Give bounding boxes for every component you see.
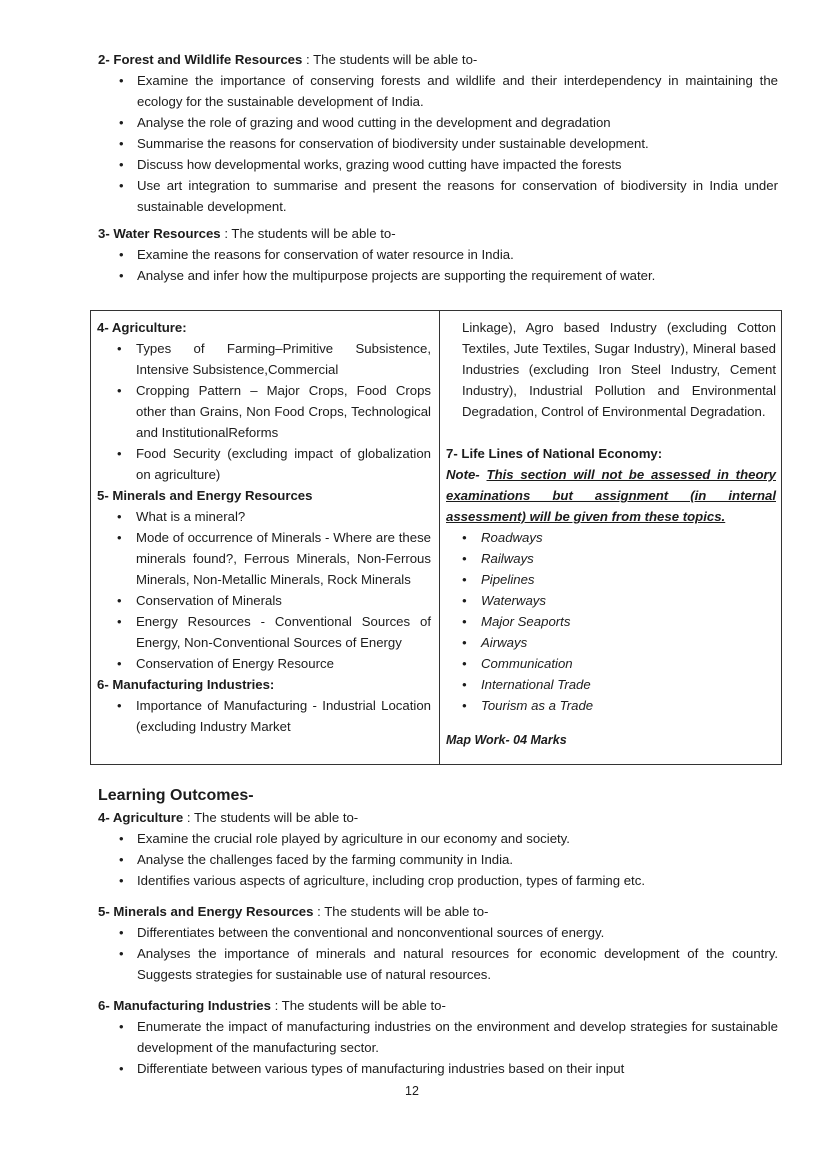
list-item: • What is a mineral?	[97, 506, 431, 527]
agriculture-heading: 4- Agriculture:	[97, 320, 187, 335]
outcomes-manufacturing-list	[98, 1016, 778, 1079]
list-item: • Roadways	[446, 527, 776, 548]
list-item: • Tourism as a Trade	[446, 695, 776, 716]
list-item: • Use art integration to summarise and present the reasons for conservation of biodiversity in India under sustainable development.	[98, 175, 778, 217]
outcomes-agriculture-heading: 4- Agriculture : The students will be able to-	[98, 810, 359, 825]
minerals-heading: 5- Minerals and Energy Resources	[97, 488, 313, 503]
learning-outcomes-title: Learning Outcomes-	[98, 787, 254, 804]
table-left-column	[97, 317, 431, 737]
agriculture-topics	[97, 338, 431, 485]
forest-heading: 2- Forest and Wildlife Resources : The students will be able to-	[98, 52, 478, 67]
list-item: • Communication	[446, 653, 776, 674]
list-item: • Discuss how developmental works, grazing wood cutting have impacted the forests	[98, 154, 778, 175]
list-item: • Food Security (excluding impact of globalization on agriculture)	[97, 443, 431, 485]
list-item: • Examine the importance of conserving forests and wildlife and their interdependency in maintaining the ecology for the sustainable development of India.	[98, 70, 778, 112]
list-item: • Railways	[446, 548, 776, 569]
list-item: • Major Seaports	[446, 611, 776, 632]
list-item: • Examine the reasons for conservation of water resource in India.	[98, 244, 778, 265]
list-item: • Importance of Manufacturing - Industrial Location (excluding Industry Market	[97, 695, 431, 737]
list-item: • Summarise the reasons for conservation of biodiversity under sustainable development.	[98, 133, 778, 154]
list-item: • Conservation of Minerals	[97, 590, 431, 611]
manufacturing-topics	[97, 695, 431, 737]
list-item: • Airways	[446, 632, 776, 653]
lifelines-topics	[446, 527, 776, 716]
manufacturing-heading: 6- Manufacturing Industries:	[97, 677, 275, 692]
list-item: • International Trade	[446, 674, 776, 695]
list-item: • Identifies various aspects of agriculture, including crop production, types of farming etc.	[98, 870, 778, 891]
water-list	[98, 244, 778, 286]
outcomes-minerals-list	[98, 922, 778, 985]
list-item: • Energy Resources - Conventional Sources of Energy, Non-Conventional Sources of Energy	[97, 611, 431, 653]
list-item: • Analyse the role of grazing and wood cutting in the development and degradation	[98, 112, 778, 133]
list-item: • Analyses the importance of minerals and natural resources for economic development of the country. Suggests strategies for sustainable use of natural resources.	[98, 943, 778, 985]
list-item: • Types of Farming–Primitive Subsistence, Intensive Subsistence,Commercial	[97, 338, 431, 380]
water-section	[98, 223, 778, 286]
list-item: • Pipelines	[446, 569, 776, 590]
list-item: • Differentiates between the conventional and nonconventional sources of energy.	[98, 922, 778, 943]
list-item: • Enumerate the impact of manufacturing industries on the environment and develop strategies for sustainable development of the manufacturing sector.	[98, 1016, 778, 1058]
table-right-column	[446, 317, 776, 751]
forest-section	[98, 49, 778, 217]
column-divider	[439, 311, 440, 764]
water-heading: 3- Water Resources : The students will be able to-	[98, 226, 396, 241]
list-item: • Mode of occurrence of Minerals - Where are these minerals found?, Ferrous Minerals, Non-Ferrous Minerals, Non-Metallic Minerals, Rock Minerals	[97, 527, 431, 590]
forest-list	[98, 70, 778, 217]
list-item: • Examine the crucial role played by agriculture in our economy and society.	[98, 828, 778, 849]
minerals-topics	[97, 506, 431, 674]
syllabus-table	[90, 310, 782, 765]
map-work-label: Map Work- 04 Marks	[446, 733, 567, 747]
learning-outcomes-section	[98, 785, 778, 1079]
list-item: • Differentiate between various types of manufacturing industries based on their input	[98, 1058, 778, 1079]
assessment-note: Note- This section will not be assessed in theory examinations but assignment (in internal assessment) will be given from these topics.	[446, 467, 776, 524]
outcomes-manufacturing-heading: 6- Manufacturing Industries : The students will be able to-	[98, 998, 446, 1013]
list-item: • Analyse and infer how the multipurpose projects are supporting the requirement of water.	[98, 265, 778, 286]
list-item: • Conservation of Energy Resource	[97, 653, 431, 674]
outcomes-minerals-heading: 5- Minerals and Energy Resources : The students will be able to-	[98, 904, 489, 919]
list-item: • Analyse the challenges faced by the farming community in India.	[98, 849, 778, 870]
manufacturing-continuation: Linkage), Agro based Industry (excluding Cotton Textiles, Jute Textiles, Sugar Industry), Mineral based Industries (excluding Iron Steel Industry, Cement Industry), Industrial Pollution and Environmental Degradation, Control of Environmental Degradation.	[462, 320, 776, 419]
list-item: • Cropping Pattern – Major Crops, Food Crops other than Grains, Non Food Crops, Technological and InstitutionalReforms	[97, 380, 431, 443]
lifelines-heading: 7- Life Lines of National Economy:	[446, 446, 663, 461]
page-number: 12	[405, 1084, 419, 1098]
list-item: • Waterways	[446, 590, 776, 611]
outcomes-agriculture-list	[98, 828, 778, 891]
